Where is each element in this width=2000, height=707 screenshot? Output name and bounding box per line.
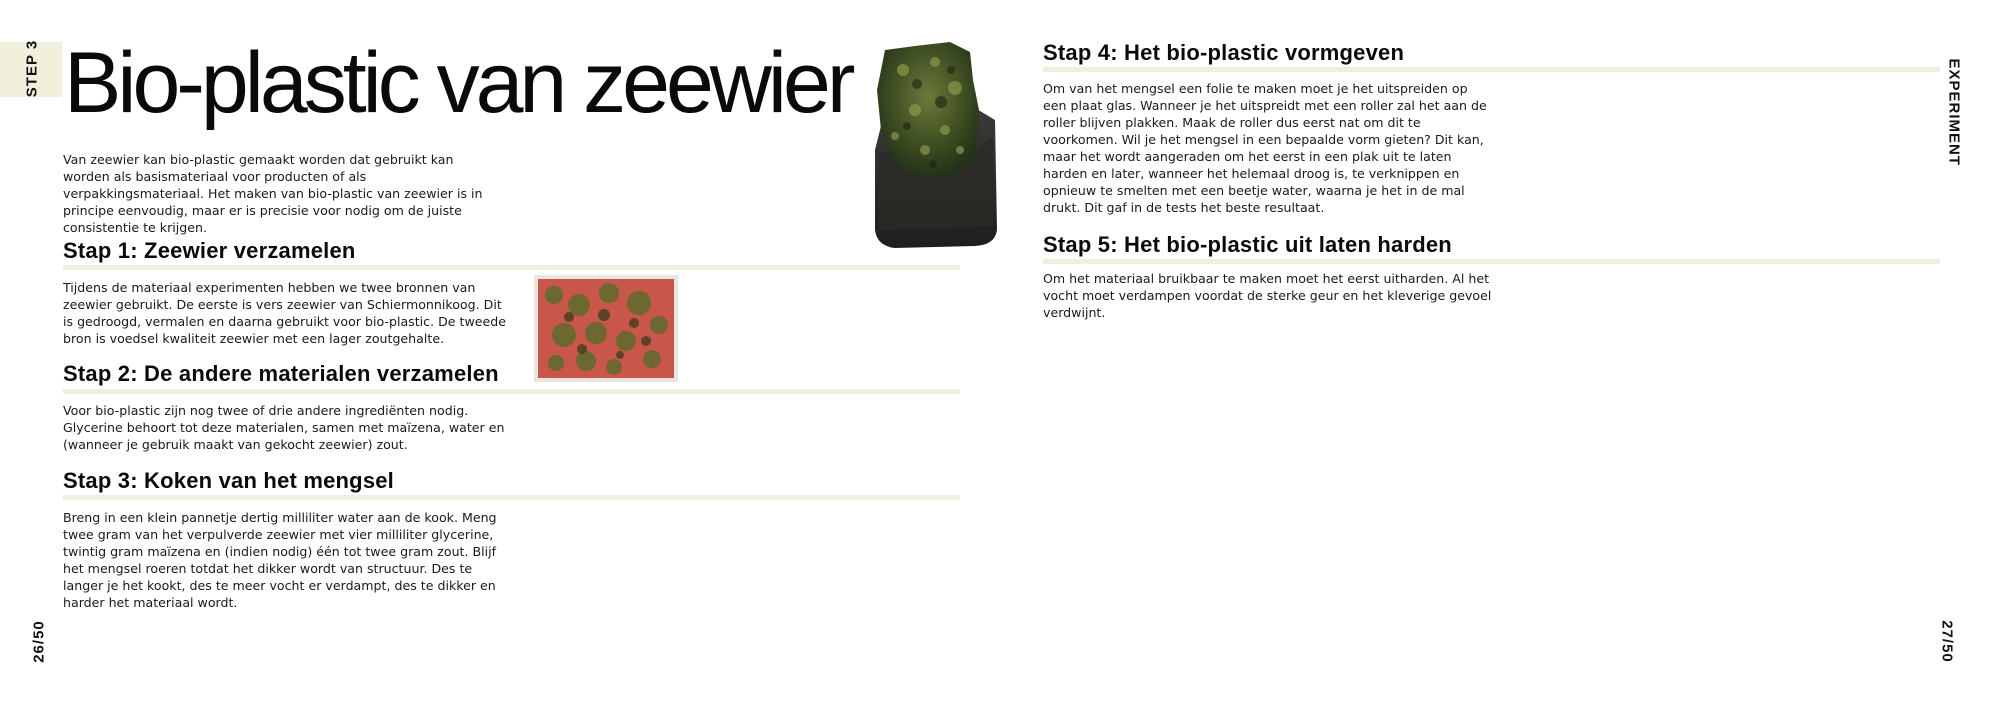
step-1-rule	[63, 265, 960, 270]
step-5-rule	[1043, 259, 1940, 264]
step-3-text: Breng in een klein pannetje dertig milliliter water aan de kook. Meng twee gram van het verpulverde zeewier met vier milliliter glycerine, twintig gram maïzena en (indien nodig) één tot twee gram zout. Blijf het mengsel roeren totdat het dikker wordt van structuur. Des te langer je het kookt, des te meer vocht er verdampt, des te dikker en harder het materiaal wordt.	[63, 510, 497, 610]
step-2-heading: Stap 2: De andere materialen verzamelen	[63, 361, 499, 386]
step-4-text: Om van het mengsel een folie te maken moet je het uitspreiden op een plaat glas. Wanneer je het uitspreidt met een roller zal het aan de roller blijven plakken. Maak de roller dus eerst nat om dit te voorkomen. Wil je het mengsel in een bepaalde vorm gieten? Dit kan, maar het wordt aangeraden om het eerst in een plak uit te laten harden en later, wanneer het helemaal droog is, te verknippen en opnieuw te smelten met een beetje water, waarna je het in de mal drukt. Dit gaf in de tests het beste resultaat.	[1043, 81, 1487, 215]
step-4-rule	[1043, 67, 1940, 72]
step-5-heading: Stap 5: Het bio-plastic uit laten harden	[1043, 232, 1452, 257]
intro-paragraph: Van zeewier kan bio-plastic gemaakt worden dat gebruikt kan worden als basismateriaal voor producten of als verpakkingsmateriaal. Het maken van bio-plastic van zeewier is in principe eenvoudig, maar er is precisie voor nodig om de juiste consistentie te krijgen.	[63, 152, 483, 235]
step-5-text: Om het materiaal bruikbaar te maken moet het eerst uitharden. Al het vocht moet verdampen voordat de sterke geur en het kleverige gevoel verdwijnt.	[1043, 271, 1492, 320]
seaweed-bioplastic-photo	[855, 40, 1005, 252]
step-1-heading: Stap 1: Zeewier verzamelen	[63, 238, 356, 263]
seaweed-sheet-photo	[534, 275, 678, 382]
step-1-text: Tijdens de materiaal experimenten hebben we twee bronnen van zeewier gebruikt. De eerste is vers zeewier van Schiermonnikoog. Dit is gedroogd, vermalen en daarna gebruikt voor bio-plastic. De tweede bron is voedsel kwaliteit zeewier met een lager zoutgehalte.	[63, 280, 507, 346]
step-2-rule	[63, 389, 960, 394]
right-page-number: 27/50	[1938, 620, 1956, 663]
step-2-text: Voor bio-plastic zijn nog twee of drie andere ingrediënten nodig. Glycerine behoort tot deze materialen, samen met maïzena, water en (wanneer je gebruik maakt van gekocht zeewier) zout.	[63, 403, 505, 452]
left-page-number: 26/50	[30, 620, 48, 663]
page-title: Bio-plastic van zeewier	[64, 35, 852, 131]
step-3-heading: Stap 3: Koken van het mengsel	[63, 468, 394, 493]
step-4-heading: Stap 4: Het bio-plastic vormgeven	[1043, 40, 1405, 65]
step-side-label: STEP 3	[23, 39, 41, 98]
experiment-side-label: EXPERIMENT	[1945, 58, 1963, 167]
step-3-rule	[63, 495, 960, 500]
